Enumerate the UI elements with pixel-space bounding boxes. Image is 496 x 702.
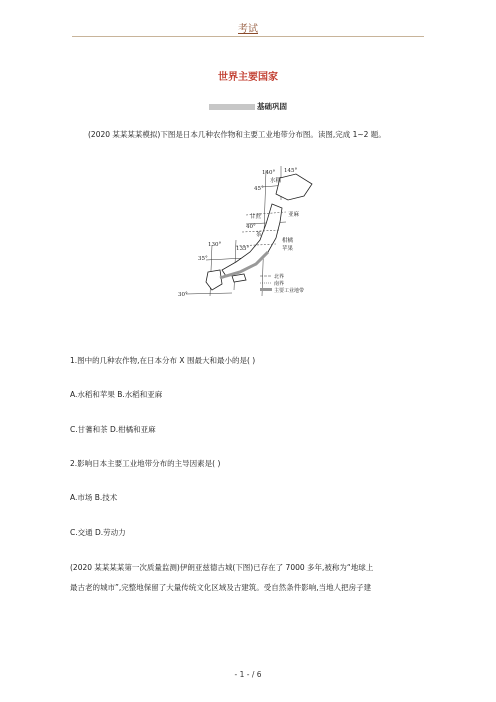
crop-label-citrus: 柑橘	[282, 238, 294, 244]
section-label: 基础巩固	[257, 102, 287, 111]
legend-industrial-swatch	[260, 288, 272, 291]
crop-label-flax: 亚麻	[288, 212, 300, 218]
crop-label-apple: 苹果	[282, 246, 294, 252]
lat-label-30: 30°	[178, 292, 188, 298]
lon-label-135: 135°	[236, 246, 250, 252]
question-2-options-cd: C.交通 D.劳动力	[70, 528, 126, 537]
japan-map-figure	[176, 160, 326, 300]
lat-label-40: 40°	[246, 224, 256, 230]
intro-text: (2020 某某某某模拟)下图是日本几种农作物和主要工业地带分布图。读图,完成 1~2 题。	[88, 130, 386, 139]
question-1: 1.图中的几种农作物,在日本分布 X 围最大和最小的是( )	[70, 356, 256, 365]
passage-line-1: (2020 某某某某第一次质量监测)伊朗亚兹德古城(下图)已存在了 7000 多年,被称为“地球上	[70, 563, 374, 572]
legend-north: 北界	[274, 274, 285, 280]
question-2: 2.影响日本主要工业地带分布的主导因素是( )	[70, 459, 221, 468]
crop-label-tea: 茶	[256, 232, 262, 238]
kyushu-shape	[206, 270, 222, 290]
map-legend	[260, 273, 304, 294]
lon-label-145: 145°	[284, 168, 298, 174]
header-link[interactable]: 考试	[238, 24, 258, 35]
section-bar	[209, 104, 255, 110]
lat-label-35: 35°	[198, 256, 208, 262]
passage-line-2: 最古老的城市”,完整地保留了大量传统文化区域及古建筑。受自然条件影响,当地人把房子建	[70, 583, 372, 592]
lat-label-45: 45°	[254, 186, 264, 192]
page-number: - 1 - / 6	[234, 670, 262, 679]
page-title: 世界主要国家	[218, 72, 278, 83]
crop-label-sugarcane: 甘蔗	[250, 214, 262, 220]
crop-label-rice: 水稻	[270, 178, 282, 184]
hokkaido-shape	[276, 174, 312, 200]
legend-industrial: 主要工业地带	[274, 288, 305, 294]
question-1-options-cd: C.甘蓍和茶 D.柑橘和亚麻	[70, 425, 156, 434]
question-1-options-ab: A.水稻和苹果 B.水稻和亚麻	[70, 390, 163, 399]
section-heading	[0, 101, 496, 112]
lon-label-140: 140°	[262, 170, 276, 176]
header-divider	[72, 36, 424, 37]
lon-label-130: 130°	[208, 242, 222, 248]
grid-line-30	[186, 293, 232, 294]
question-2-options-ab: A.市场 B.技术	[70, 493, 118, 502]
legend-south: 南界	[274, 281, 285, 287]
